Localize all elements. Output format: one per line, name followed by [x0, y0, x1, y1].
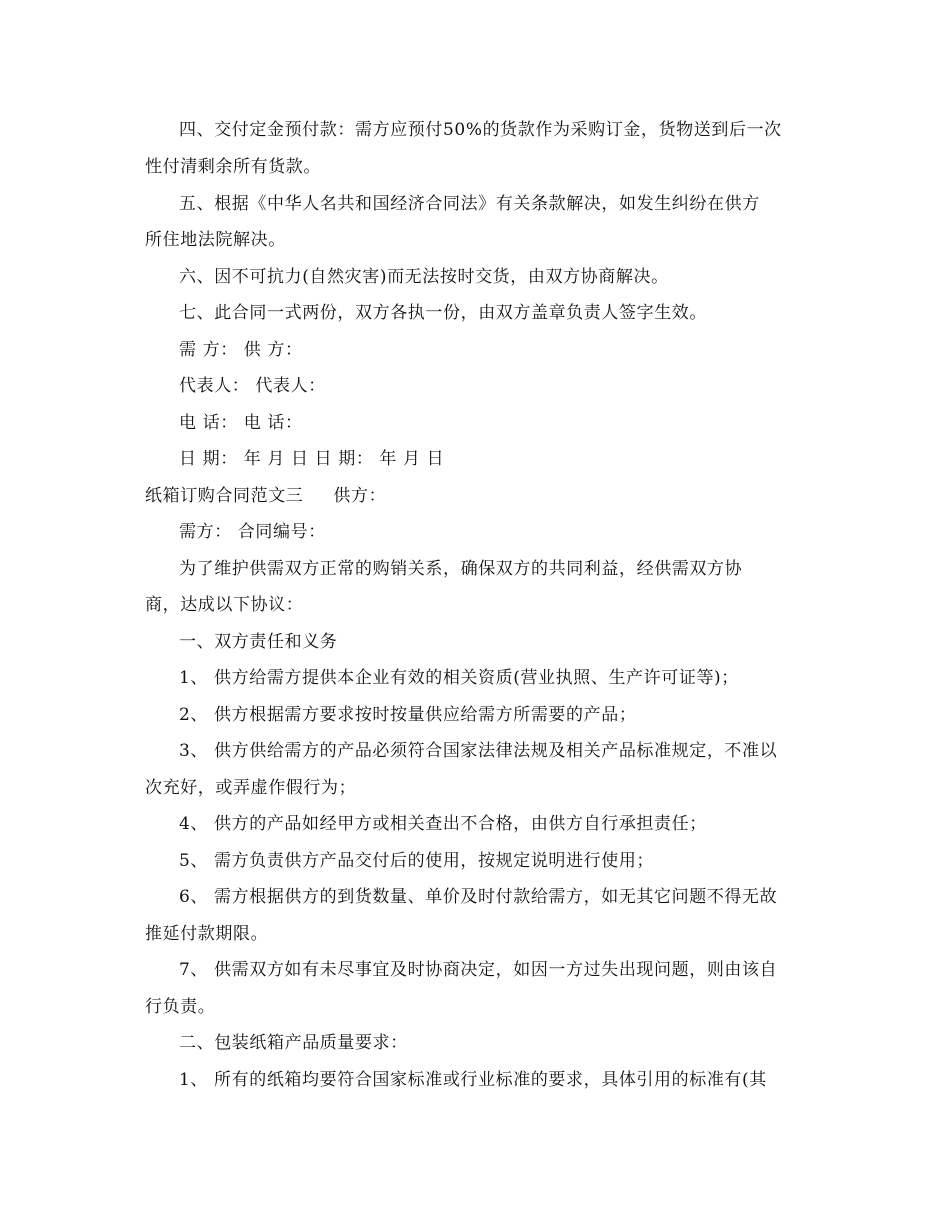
signature-phones: 电 话： 电 话：	[179, 413, 303, 433]
section-1-item-5: 5、 需方负责供方产品交付后的使用，按规定说明进行使用；	[179, 851, 655, 871]
clause-5-line-1: 五、根据《中华人名共和国经济合同法》有关条款解决，如发生纠纷在供方	[179, 194, 760, 214]
signature-dates: 日 期： 年 月 日 日 期： 年 月 日	[179, 449, 445, 469]
clause-6: 六、因不可抗力(自然灾害)而无法按时交货，由双方协商解决。	[179, 267, 669, 287]
preamble-line-2: 商，达成以下协议：	[145, 595, 304, 615]
clause-4-line-2: 性付清剩余所有货款。	[145, 157, 321, 177]
section-1-heading: 一、双方责任和义务	[179, 632, 338, 652]
contract-3-title: 纸箱订购合同范文三	[145, 486, 304, 506]
clause-5-line-2: 所住地法院解决。	[145, 230, 286, 250]
section-1-item-3-line-1: 3、 供方供给需方的产品必须符合国家法律法规及相关产品标准规定，不准以	[179, 741, 778, 761]
clause-7: 七、此合同一式两份，双方各执一份，由双方盖章负责人签字生效。	[179, 303, 707, 323]
clause-4-line-1: 四、交付定金预付款：需方应预付50%的货款作为采购订金，货物送到后一次	[179, 120, 782, 140]
section-1-item-6-line-2: 推延付款期限。	[145, 924, 269, 944]
section-1-item-2: 2、 供方根据需方要求按时按量供应给需方所需要的产品；	[179, 705, 637, 725]
section-1-item-7-line-2: 行负责。	[145, 997, 216, 1017]
section-2-heading: 二、包装纸箱产品质量要求：	[179, 1033, 408, 1053]
supplier-label: 供方：	[333, 486, 387, 506]
preamble-line-1: 为了维护供需双方正常的购销关系，确保双方的共同利益，经供需双方协	[179, 559, 743, 579]
section-1-item-7-line-1: 7、 供需双方如有未尽事宜及时协商决定，如因一方过失出现问题，则由该自	[179, 960, 778, 980]
signature-representatives: 代表人： 代表人：	[179, 376, 326, 396]
contract-3-header	[145, 485, 386, 507]
section-1-item-6-line-1: 6、 需方根据供方的到货数量、单价及时付款给需方，如无其它问题不得无故	[179, 887, 778, 907]
section-1-item-1: 1、 供方给需方提供本企业有效的相关资质(营业执照、生产许可证等)；	[179, 668, 739, 688]
section-2-item-1: 1、 所有的纸箱均要符合国家标准或行业标准的要求，具体引用的标准有(其	[179, 1070, 767, 1090]
section-1-item-3-line-2: 次充好，或弄虚作假行为；	[145, 778, 357, 798]
signature-parties: 需 方： 供 方：	[179, 340, 303, 360]
section-1-item-4: 4、 供方的产品如经甲方或相关查出不合格，由供方自行承担责任；	[179, 814, 707, 834]
buyer-and-contract-number: 需方： 合同编号：	[179, 522, 326, 542]
